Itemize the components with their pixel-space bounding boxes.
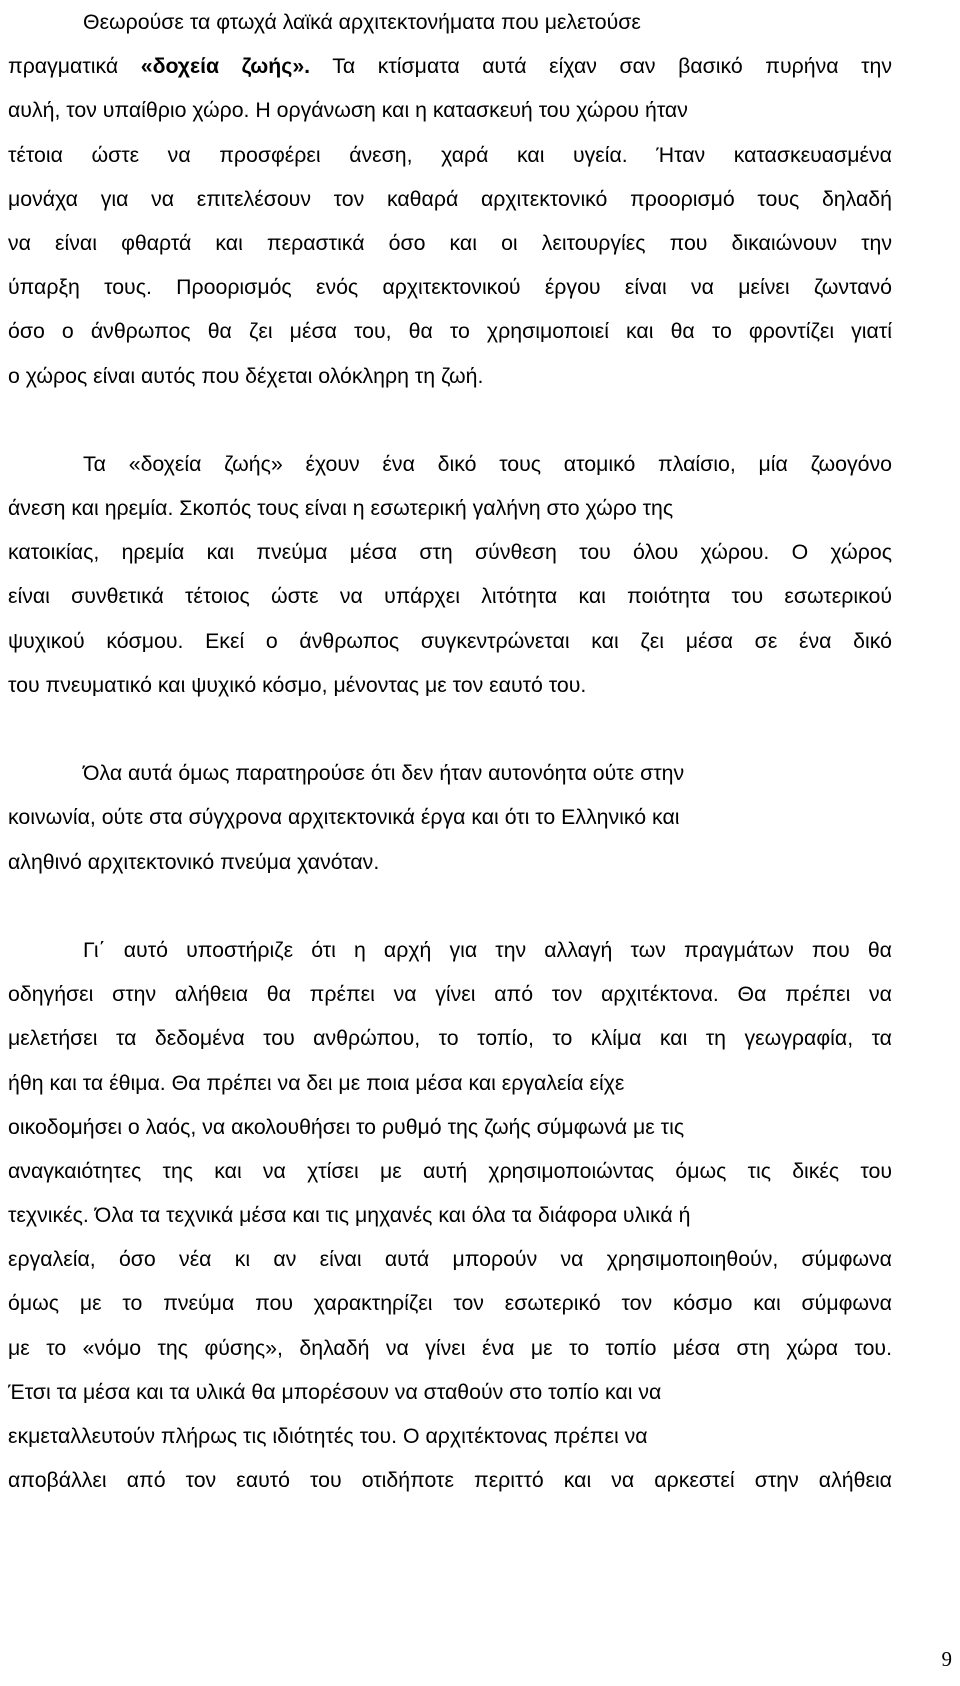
text-segment: τεχνικές. Όλα τα τεχνικά μέσα και τις μηχανές και όλα τα διάφορα υλικά ή: [8, 1203, 691, 1228]
paragraph-gap: [8, 884, 892, 928]
text-line: [8, 1458, 892, 1502]
text-line: [8, 88, 892, 132]
text-segment: εργαλεία, όσο νέα κι αν είναι αυτά μπορούν να χρησιμοποιηθούν, σύμφωνα: [8, 1247, 892, 1272]
text-segment: μελετήσει τα δεδομένα του ανθρώπου, το τοπίο, το κλίμα και τη γεωγραφία, τα: [8, 1026, 892, 1051]
text-segment: αναγκαιότητες της και να χτίσει με αυτή χρησιμοποιώντας όμως τις δικές του: [8, 1158, 892, 1183]
text-line: [8, 1193, 892, 1237]
text-line: [8, 265, 892, 309]
text-line: [8, 221, 892, 265]
bold-text: «δοχεία ζωής».: [140, 54, 311, 79]
text-segment: να είναι φθαρτά και περαστικά όσο και οι λειτουργίες που δικαιώνουν την: [8, 230, 892, 255]
text-line: [8, 928, 892, 972]
text-line: [8, 1149, 892, 1193]
text-segment: εκμεταλλευτούν πλήρως τις ιδιότητές του. Ο αρχιτέκτονας πρέπει να: [8, 1424, 648, 1448]
text-line: [8, 0, 892, 44]
text-line: [8, 530, 892, 574]
text-line: [8, 486, 892, 530]
text-line: [8, 1414, 892, 1458]
text-line: [8, 1061, 892, 1105]
text-segment: Τα κτίσματα αυτά είχαν σαν βασικό πυρήνα την: [310, 54, 892, 79]
paragraph: [8, 751, 892, 884]
page-number: 9: [941, 1647, 952, 1671]
text-segment: όμως με το πνεύμα που χαρακτηρίζει τον εσωτερικό τον κόσμο και σύμφωνα: [8, 1291, 892, 1316]
text-segment: ο χώρος είναι αυτός που δέχεται ολόκληρη τη ζωή.: [8, 363, 484, 388]
text-segment: πραγματικά: [8, 54, 141, 79]
paragraph: [8, 928, 892, 1502]
text-line: [8, 751, 892, 795]
text-line: [8, 1281, 892, 1325]
paragraph: [8, 442, 892, 707]
text-segment: είναι συνθετικά τέτοιος ώστε να υπάρχει λιτότητα και ποιότητα του εσωτερικού: [8, 584, 892, 609]
text-segment: αυλή, τον υπαίθριο χώρο. Η οργάνωση και η κατασκευή του χώρου ήταν: [8, 98, 688, 123]
text-line: [8, 177, 892, 221]
text-segment: Θεωρούσε τα φτωχά λαϊκά αρχιτεκτονήματα που μελετούσε: [83, 10, 641, 34]
paragraph-gap: [8, 707, 892, 751]
text-line: [8, 972, 892, 1016]
text-segment: Έτσι τα μέσα και τα υλικά θα μπορέσουν να σταθούν στο τοπίο και να: [8, 1379, 662, 1404]
text-line: [8, 663, 892, 707]
text-segment: τέτοια ώστε να προσφέρει άνεση, χαρά και υγεία. Ήταν κατασκευασμένα: [8, 142, 892, 167]
paragraph: [8, 0, 892, 398]
text-segment: Τα «δοχεία ζωής» έχουν ένα δικό τους ατομικό πλαίσιο, μία ζωογόνο: [83, 451, 892, 476]
text-segment: αληθινό αρχιτεκτονικό πνεύμα χανόταν.: [8, 849, 380, 874]
text-line: [8, 354, 892, 398]
text-line: [8, 133, 892, 177]
text-line: [8, 1105, 892, 1149]
text-segment: όσο ο άνθρωπος θα ζει μέσα του, θα το χρησιμοποιεί και θα το φροντίζει γιατί: [8, 319, 892, 344]
text-line: [8, 1370, 892, 1414]
text-line: [8, 442, 892, 486]
text-line: [8, 309, 892, 353]
text-line: [8, 1326, 892, 1370]
text-segment: Γι΄ αυτό υποστήριζε ότι η αρχή για την αλλαγή των πραγμάτων που θα: [83, 937, 892, 962]
text-segment: οικοδομήσει ο λαός, να ακολουθήσει το ρυθμό της ζωής σύμφωνά με τις: [8, 1114, 685, 1139]
text-line: [8, 840, 892, 884]
text-line: [8, 1016, 892, 1060]
text-line: [8, 44, 892, 88]
text-line: [8, 795, 892, 839]
text-segment: ψυχικού κόσμου. Εκεί ο άνθρωπος συγκεντρώνεται και ζει μέσα σε ένα δικό: [8, 628, 892, 653]
text-segment: άνεση και ηρεμία. Σκοπός τους είναι η εσωτερική γαλήνη στο χώρο της: [8, 496, 674, 521]
text-segment: με το «νόμο της φύσης», δηλαδή να γίνει ένα με το τοπίο μέσα στη χώρα του.: [8, 1335, 892, 1360]
text-line: [8, 574, 892, 618]
text-segment: του πνευματικό και ψυχικό κόσμο, μένοντας με τον εαυτό του.: [8, 672, 587, 697]
text-segment: οδηγήσει στην αλήθεια θα πρέπει να γίνει από τον αρχιτέκτονα. Θα πρέπει να: [8, 982, 892, 1007]
text-segment: ήθη και τα έθιμα. Θα πρέπει να δει με ποια μέσα και εργαλεία είχε: [8, 1070, 625, 1095]
text-segment: κατοικίας, ηρεμία και πνεύμα μέσα στη σύνθεση του όλου χώρου. Ο χώρος: [8, 540, 892, 565]
text-line: [8, 1237, 892, 1281]
text-segment: ύπαρξη τους. Προορισμός ενός αρχιτεκτονικού έργου είναι να μείνει ζωντανό: [8, 275, 892, 300]
text-segment: μονάχα για να επιτελέσουν τον καθαρά αρχιτεκτονικό προορισμό τους δηλαδή: [8, 186, 892, 211]
text-segment: Όλα αυτά όμως παρατηρούσε ότι δεν ήταν αυτονόητα ούτε στην: [83, 761, 685, 786]
document-page: [8, 0, 892, 1502]
text-segment: αποβάλλει από τον εαυτό του οτιδήποτε περιττό και να αρκεστεί στην αλήθεια: [8, 1468, 892, 1493]
text-segment: κοινωνία, ούτε στα σύγχρονα αρχιτεκτονικά έργα και ότι το Ελληνικό και: [8, 805, 680, 830]
paragraph-gap: [8, 398, 892, 442]
text-line: [8, 619, 892, 663]
